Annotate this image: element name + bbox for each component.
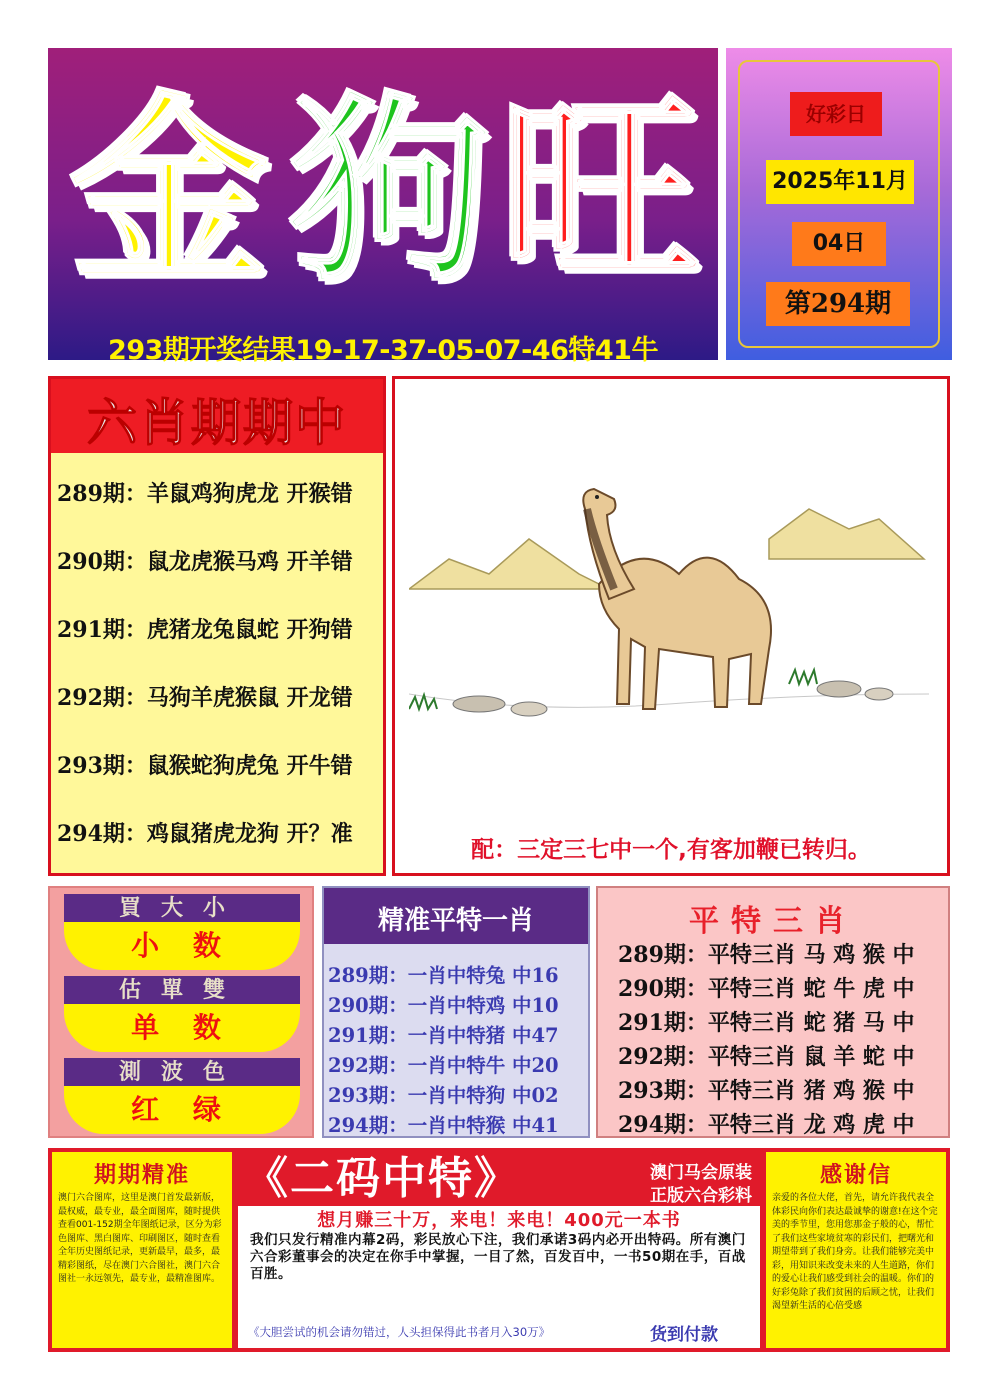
special-one-row: 293期：一肖中特狗 中02 — [328, 1084, 559, 1107]
size-label: 買大小 — [64, 894, 300, 922]
thank-you-letter-text: 亲爱的各位大佬，首先，请允许我代表全体彩民向你们表达最诚挚的谢意!在这个完美的季节里，您用您那金子般的心，帮忙了我们这些家境贫寒的彩民们，把曙光和期望带到了我们身旁。让我们能够完美中彩，用知识来改变未来的人生道路，你们的爱心让我们感受到社会的温暖。你们的好彩兔除了我们贫困的后顾之忧，让我们渴望新生活的心倍受感 — [772, 1193, 938, 1311]
advert-right-box — [766, 1152, 946, 1348]
thank-you-letter-title: 感谢信 — [819, 1163, 892, 1188]
three-zodiac-title: 平特三肖 — [689, 904, 857, 939]
three-zodiac-row: 293期：平特三肖 猪 鸡 猴 中 — [618, 1078, 915, 1104]
advert-subtitle-1: 澳门马会原装 — [650, 1163, 752, 1183]
advert-center-box — [238, 1152, 760, 1348]
odd-even-label: 估單雙 — [64, 976, 300, 1004]
size-value: 小 数 — [64, 922, 300, 970]
issue-badge: 第294期 — [766, 282, 910, 326]
special-one-row: 291期：一肖中特猪 中47 — [328, 1024, 559, 1047]
advert-body: 我们只发行精准内幕2码，彩民放心下注，我们承诺3码内必开出特码。所有澳门六合彩董事会的决定在你手中掌握，一目了然，百发百中，一书50期在手，百战百胜。 — [250, 1232, 746, 1282]
year-month-badge: 2025年11月 — [766, 160, 914, 204]
odd-even-value: 单 数 — [64, 1004, 300, 1052]
color-label: 測波色 — [64, 1058, 300, 1086]
advert-subtitle-2: 正版六合彩料 — [650, 1186, 752, 1206]
title-char-prosper: 旺 — [500, 76, 701, 309]
advert-note: 《大胆尝试的机会请勿错过，人头担保得此书者月入30万》 — [248, 1325, 551, 1339]
camel-illustration — [409, 479, 929, 799]
advert-left-text: 澳门六合图库，这里是澳门首发最新版，最权威，最专业，最全面图库，随时提供查看001-152期全年图纸记录，区分为彩色图库、黑白图库、印刷图区，随时查看全年历史图纸记录，更新最早，最多，最精彩图纸，尽在澳门六合图社，澳门六合图社一永远领先，最专业，最精准图库。 — [58, 1193, 222, 1284]
advert-panel — [48, 1148, 950, 1352]
size-odd-color-panel — [48, 886, 314, 1138]
three-zodiac-row: 292期：平特三肖 鼠 羊 蛇 中 — [618, 1044, 915, 1070]
three-zodiac-row: 290期：平特三肖 蛇 牛 虎 中 — [618, 976, 915, 1002]
advert-left-title: 期期精准 — [93, 1163, 190, 1188]
cash-on-delivery-label: 货到付款 — [650, 1325, 718, 1345]
three-zodiac-row: 291期：平特三肖 蛇 猪 马 中 — [618, 1010, 915, 1036]
advert-headline: 《二码中特》 — [244, 1153, 520, 1204]
six-zodiac-row: 292期：马狗羊虎猴鼠 开龙错 — [57, 685, 353, 711]
six-zodiac-row: 294期：鸡鼠猪虎龙狗 开？准 — [57, 821, 353, 847]
good-day-badge: 好彩日 — [790, 92, 882, 136]
six-zodiac-panel — [48, 376, 386, 876]
day-badge: 04日 — [792, 222, 886, 266]
special-one-row: 289期：一肖中特兔 中16 — [328, 964, 559, 987]
picture-caption: 配：三定三七中一个,有客加鞭已转归。 — [471, 837, 871, 863]
six-zodiac-row: 293期：鼠猴蛇狗虎兔 开牛错 — [57, 753, 353, 779]
special-one-row: 290期：一肖中特鸡 中10 — [328, 994, 559, 1017]
advert-left-box — [52, 1152, 232, 1348]
title-char-dog: 狗 — [290, 76, 491, 309]
six-zodiac-row: 291期：虎猪龙兔鼠蛇 开狗错 — [57, 617, 353, 643]
color-value: 红 绿 — [64, 1086, 300, 1134]
advert-promo: 想月赚三十万，来电！来电！400元一本书 — [317, 1210, 681, 1231]
special-one-row: 292期：一肖中特牛 中20 — [328, 1054, 559, 1077]
three-zodiac-row: 294期：平特三肖 龙 鸡 虎 中 — [618, 1112, 915, 1138]
three-zodiac-panel — [596, 886, 950, 1138]
special-one-panel — [322, 886, 590, 1138]
three-zodiac-row: 289期：平特三肖 马 鸡 猴 中 — [618, 942, 915, 968]
draw-result-line: 293期开奖结果19-17-37-05-07-46特41牛 — [108, 335, 658, 366]
special-one-row: 294期：一肖中特猴 中41 — [328, 1114, 559, 1137]
special-one-title: 精准平特一肖 — [377, 906, 534, 936]
six-zodiac-row: 289期：羊鼠鸡狗虎龙 开猴错 — [57, 481, 353, 507]
picture-panel — [392, 376, 950, 876]
six-zodiac-title: 六肖期期中 — [87, 394, 347, 452]
six-zodiac-row: 290期：鼠龙虎猴马鸡 开羊错 — [57, 549, 353, 575]
title-char-gold: 金 — [70, 76, 271, 309]
